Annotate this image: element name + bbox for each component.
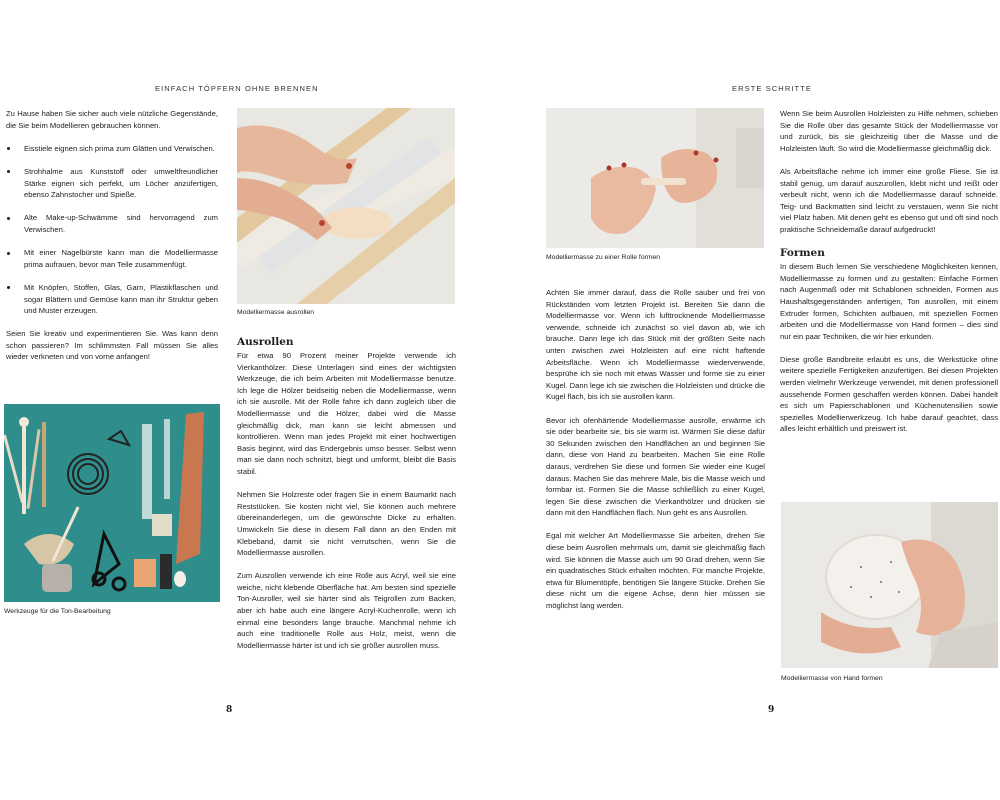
paragraph: Zum Ausrollen verwende ich eine Rolle aus Acryl, weil sie eine weiche, nicht klebende Oberfläche hat. Am besten sind spezielle Ton-Ausroller, weil sie härter sind als Teigrollen zum Backen, aber ich habe auch eine längere Acryl-Kuchenrolle, wenn ich einmal eine besonders lange brauche. Manchmal nehme ich auch eine traditionelle Rolle aus Holz, meist, wenn die Modelliermasse härter ist und ich sie größer ausrollen muss. xyxy=(237,571,456,650)
page-number-left: 8 xyxy=(226,705,233,715)
section-heading-ausrollen: Ausrollen xyxy=(237,336,294,348)
household-tools-list xyxy=(6,143,218,317)
paragraph: Als Arbeitsfläche nehme ich immer eine große Fliese. Sie ist stabil genug, um darauf auszurollen, klebt nicht und reißt oder verbeult nicht, wenn ich die Modelliermasse darauf schneide. Teig- und Backmatten sind leicht zu verstauen, wenn Sie nicht viel Platz haben. Mit denen geht es ebenso gut und oft sind noch praktische Schneidemaße darauf aufgedruckt! xyxy=(780,166,998,234)
hand-forming-photo-caption: Modelliermasse von Hand formen xyxy=(781,675,883,682)
right-outer-column xyxy=(780,108,998,447)
paragraph: In diesem Buch lernen Sie verschiedene Möglichkeiten kennen, Modelliermasse zu formen und zu gestalten: Einfache Formen nach Augenmaß oder mit Schablonen schneiden, Formen aus Haushaltsgegenständen anfertigen, Ton ausrollen, mit einem Extruder formen, Schichten aufbauen, mit speziellen Formen arbeiten und die Modelliermasse von Hand formen – dies sind nur ein paar Techniken, die wir hier erkunden. xyxy=(780,262,998,341)
tools-photo xyxy=(4,404,220,602)
left-column-text xyxy=(6,108,218,375)
outro-paragraph: Seien Sie kreativ und experimentieren Sie. Was kann denn schon passieren? Im schlimmsten Fall müssen Sie alles wieder verkneten und von vorne anfangen! xyxy=(6,329,218,362)
paragraph: Bevor ich ofenhärtende Modelliermasse ausrolle, erwärme ich sie oder bearbeite sie, bis sie warm ist. Wärmen Sie diese dafür 30 Sekunden zwischen den Handflächen an und beginnen Sie dann, diese von Hand zu bearbeiten. Machen Sie eine Rolle daraus, verdrehen Sie diese und formen Sie wieder eine Kugel daraus. Machen Sie das mehrere Male, bis die Masse weich und formbar ist. Formen Sie die Masse schließlich zu einer Kugel, legen Sie diese zwischen die Vierkanthölzer und drücken sie dann mit den Handflächen flach. Nun geht es ans Ausrollen. xyxy=(546,415,765,518)
list-item: Mit Knöpfen, Stoffen, Glas, Garn, Plastikflaschen und sogar Blättern und Gemüse kann man ihr Struktur geben und Muster erzeugen. xyxy=(6,282,218,317)
paragraph: Diese große Bandbreite erlaubt es uns, die Werkstücke ohne weitere spezielle Fertigkeiten anzufertigen. Bei diesen Projekten werden vielmehr Werkzeuge verwendet, mit denen professionell aussehende Formen geschaffen werden können. Dabei handelt es sich um Papierschablonen und Küchenutensilien sowie spezielles Modellierwerkzeug. Ich habe darauf geachtet, dass alles leicht erhältlich und preiswert ist. xyxy=(780,354,998,434)
ausrollen-column xyxy=(237,336,456,663)
page-number-right: 9 xyxy=(768,705,775,715)
paragraph: Egal mit welcher Art Modelliermasse Sie arbeiten, drehen Sie diese beim Ausrollen mehrmals um, damit sie gleichmäßig flach wird. Sie können die Masse auch um 90 Grad drehen, wenn Sie ein quadratisches Stück erhalten möchten. Für manche Projekte, etwa für Blumentöpfe, benötigen Sie längere Stücke. Drehen Sie diese nicht um die eigene Achse, denn hier müssen sie möglichst lang werden. xyxy=(546,531,765,611)
roll-forming-photo xyxy=(546,108,764,248)
list-item: Mit einer Nagelbürste kann man die Modelliermasse prima aufrauen, bevor man Teile zusammenfügt. xyxy=(6,247,218,270)
intro-paragraph: Zu Hause haben Sie sicher auch viele nützliche Gegenstände, die Sie beim Modellieren gebrauchen können. xyxy=(6,109,218,130)
paragraph: Achten Sie immer darauf, dass die Rolle sauber und frei von Rückständen vom letzten Projekt ist. Bereiten Sie dann die Modelliermasse vor. Wenn ich lufttrocknende Modelliermasse verwende, schneide ich zunächst so viel davon ab, wie ich brauche. Dann lege ich das Stück mit der größten Seite nach unten zwischen zwei Holzleisten auf eine nicht haftende Arbeitsfläche. Wenn ich Modelliermasse wiederverwende, besprühe ich sie noch mit etwas Wasser und forme sie zu einer Kugel. Dann lege ich sie zwischen die Holzleisten und drücke die Kugel flach, bis ich sie ausrollen kann. xyxy=(546,288,765,402)
tools-photo-caption: Werkzeuge für die Ton-Bearbeitung xyxy=(4,608,111,615)
list-item: Eisstiele eignen sich prima zum Glätten und Verwischen. xyxy=(6,143,218,155)
rolling-photo-caption: Modelliermasse ausrollen xyxy=(237,309,315,316)
list-item: Alte Make-up-Schwämme sind hervorragend zum Verwischen. xyxy=(6,212,218,235)
section-heading-formen: Formen xyxy=(780,247,825,260)
paragraph: Wenn Sie beim Ausrollen Holzleisten zu Hilfe nehmen, schieben Sie die Rolle über das gesamte Stück der Modelliermasse vor und zurück, bis sie gleichzeitig über die Masse und die Holzleisten läuft. So wird die Modelliermasse gleichmäßig dick. xyxy=(780,109,998,153)
rolling-photo xyxy=(237,108,455,304)
right-inner-column xyxy=(546,287,765,623)
list-item: Strohhalme aus Kunststoff oder umweltfreundlicher Stärke eignen sich perfekt, um Löcher anzufertigen, ebenso Zahnstocher und Spieße. xyxy=(6,166,218,201)
paragraph: Nehmen Sie Holzreste oder fragen Sie in einem Baumarkt nach Reststücken. Sie kosten nicht viel, Sie können auch mehrere übereinanderlegen, um die gewünschte Dicke zu erhalten. Umwickeln Sie diese in diesem Fall dann an den Enden mit Klebeband, damit sie nicht verrutschen, wenn Sie die Modelliermasse ausrollen. xyxy=(237,490,456,558)
running-head-right: ERSTE SCHRITTE xyxy=(732,84,812,93)
roll-forming-photo-caption: Modelliermasse zu einer Rolle formen xyxy=(546,254,661,261)
running-head-left: EINFACH TÖPFERN OHNE BRENNEN xyxy=(155,84,319,93)
hand-forming-photo xyxy=(781,502,998,668)
paragraph: Für etwa 90 Prozent meiner Projekte verwende ich Vierkanthölzer. Diese Unterlagen sind eines der wichtigsten Werkzeuge, die ich beim Arbeiten mit Modelliermasse benutze. Ich lege die Hölzer beidseitig neben die Modelliermasse, wenn ich sie ausrolle. Mit der Rolle fahre ich dann zugleich über die Modelliermasse und die Hölzer, dabei wird die Masse gleichmäßig dick, man kann sie leicht abmessen und kontrollieren. Wenn man jedes Projekt mit einer hochwertigen Basis beginnt, wird das Endergebnis umso besser. Selbst wenn man sie dann noch schnitzt, biegt und umformt, bleibt die Basis stabil. xyxy=(237,351,456,476)
